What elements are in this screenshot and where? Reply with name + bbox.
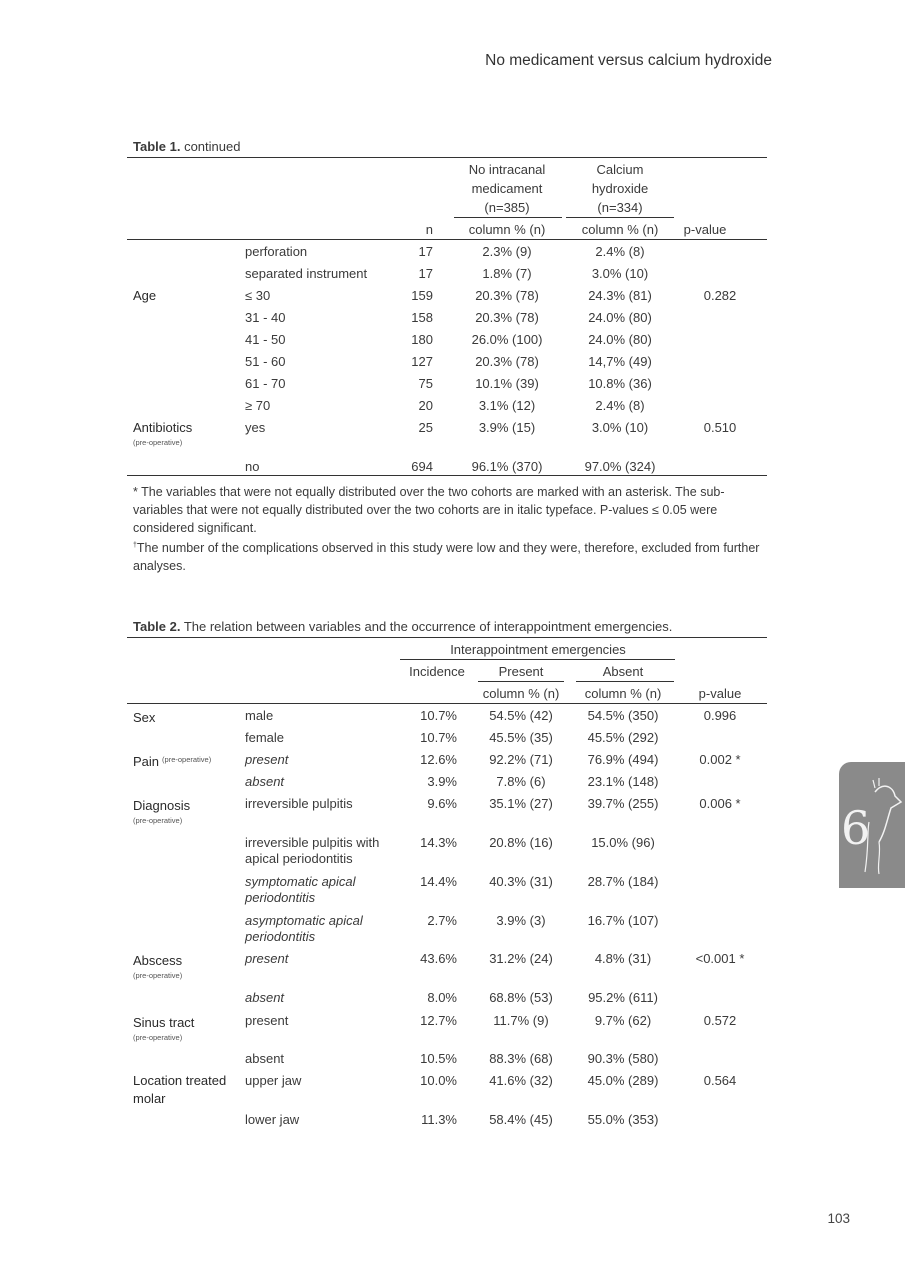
table1-group1-header-2: medicament bbox=[471, 181, 543, 196]
table2-level: irreversible pulpitis with apical periodontitis bbox=[245, 835, 380, 866]
table2-absent: 39.7% (255) bbox=[587, 796, 659, 811]
table1-n: 694 bbox=[411, 459, 433, 474]
table2-variable bbox=[133, 874, 233, 894]
table1-n: 127 bbox=[411, 354, 433, 369]
table2-variable-qualifier: (pre-operative) bbox=[133, 816, 183, 825]
table1-group1-header-3: (n=385) bbox=[484, 200, 530, 215]
table1-pct1: 20.3% (78) bbox=[475, 288, 539, 303]
table2-title-rest: The relation between variables and the occurrence of interappointment emergencies. bbox=[180, 619, 673, 634]
table2-incidence: 43.6% bbox=[420, 951, 457, 966]
table2-col-p: p-value bbox=[698, 686, 742, 701]
table1-header-rule bbox=[127, 239, 767, 240]
table1-level: yes bbox=[245, 420, 266, 435]
table1-n: 180 bbox=[411, 332, 433, 347]
table2-absent: 28.7% (184) bbox=[587, 874, 659, 889]
table2-level: present bbox=[245, 951, 289, 966]
table1-group2-header-1: Calcium bbox=[596, 162, 644, 177]
table2-level: symptomatic apical periodontitis bbox=[245, 874, 356, 905]
table1-pct1: 3.1% (12) bbox=[478, 398, 536, 413]
table2-level: upper jaw bbox=[245, 1073, 302, 1088]
table1-col-pct2: column % (n) bbox=[581, 222, 659, 237]
table1-n: 158 bbox=[411, 310, 433, 325]
table2-variable bbox=[133, 796, 233, 825]
table1-col-p: p-value bbox=[683, 222, 727, 237]
table1-level: no bbox=[245, 459, 260, 474]
table1-pct2: 3.0% (10) bbox=[591, 266, 649, 281]
table2-p-value: 0.572 bbox=[703, 1013, 737, 1028]
table2-variable bbox=[133, 990, 233, 1010]
chapter-6-figure-icon bbox=[839, 762, 905, 888]
table2-level: absent bbox=[245, 774, 285, 789]
table1-pct1: 10.1% (39) bbox=[475, 376, 539, 391]
table2-col-incidence: Incidence bbox=[409, 664, 465, 679]
table1-p-value: 0.510 bbox=[703, 420, 737, 435]
table2-present: 40.3% (31) bbox=[489, 874, 553, 889]
table1-title-bold: Table 1. bbox=[133, 139, 181, 154]
table1-n: 17 bbox=[418, 266, 433, 281]
table1-level: ≥ 70 bbox=[245, 398, 271, 413]
table1-pct2: 24.0% (80) bbox=[588, 310, 652, 325]
table1-pct1: 1.8% (7) bbox=[482, 266, 532, 281]
table1-variable-name: Antibiotics bbox=[133, 420, 193, 435]
table2-present: 35.1% (27) bbox=[489, 796, 553, 811]
table2-header-rule bbox=[127, 703, 767, 704]
table2-p-value: 0.002 * bbox=[699, 752, 741, 767]
footnote-dagger: † bbox=[133, 542, 137, 549]
table2-incidence: 14.4% bbox=[420, 874, 457, 889]
table2-absent: 16.7% (107) bbox=[587, 913, 659, 928]
table1-group2-rule bbox=[566, 217, 674, 218]
table2-present: 41.6% (32) bbox=[489, 1073, 553, 1088]
table2-present: 68.8% (53) bbox=[489, 990, 553, 1005]
table2-absent: 76.9% (494) bbox=[587, 752, 659, 767]
table1-pct2: 2.4% (8) bbox=[595, 244, 645, 259]
table2-present: 88.3% (68) bbox=[489, 1051, 553, 1066]
table1-level: 41 - 50 bbox=[245, 332, 286, 347]
table1-pct2: 3.0% (10) bbox=[591, 420, 649, 435]
table2-incidence: 2.7% bbox=[427, 913, 457, 928]
table1-footnote-1: * The variables that were not equally distributed over the two cohorts are marked with an asterisk. The sub-variables that were not equally distributed over the two cohorts are in italic typeface. P-values ≤ 0.05 were considered significant. bbox=[133, 485, 725, 535]
table2-level: male bbox=[245, 708, 274, 723]
table1-pct1: 26.0% (100) bbox=[471, 332, 543, 347]
table2-variable-name: Sex bbox=[133, 710, 156, 725]
table2-incidence: 10.0% bbox=[420, 1073, 457, 1088]
table1-variable-name: Age bbox=[133, 288, 157, 303]
table2-p-value: 0.564 bbox=[703, 1073, 737, 1088]
table1-top-rule bbox=[127, 157, 767, 158]
table1-footnote-2 bbox=[133, 537, 768, 575]
table2-variable bbox=[133, 913, 233, 933]
table2-p-value: <0.001 * bbox=[695, 951, 745, 966]
table2-absent: 45.5% (292) bbox=[587, 730, 659, 745]
table2-absent: 90.3% (580) bbox=[587, 1051, 659, 1066]
table2-variable-name: Diagnosis bbox=[133, 798, 191, 813]
table1-pct2: 14,7% (49) bbox=[588, 354, 652, 369]
table1-level: 31 - 40 bbox=[245, 310, 286, 325]
table1-level: 61 - 70 bbox=[245, 376, 286, 391]
table1-variable-qualifier: (pre-operative) bbox=[133, 438, 183, 447]
table2-absent: 55.0% (353) bbox=[587, 1112, 659, 1127]
table1-variable bbox=[133, 420, 192, 447]
table1-title-rest: continued bbox=[180, 139, 241, 154]
table1-title bbox=[133, 139, 240, 154]
table2-incidence: 12.7% bbox=[420, 1013, 457, 1028]
table2-incidence: 10.5% bbox=[420, 1051, 457, 1066]
table2-level: absent bbox=[245, 1051, 285, 1066]
table2-incidence: 9.6% bbox=[427, 796, 457, 811]
table2-incidence: 10.7% bbox=[420, 730, 457, 745]
table2-p-value: 0.006 * bbox=[699, 796, 741, 811]
table1-level: separated instrument bbox=[245, 266, 368, 281]
table2-variable-qualifier: (pre-operative) bbox=[133, 971, 183, 980]
table2-level: present bbox=[245, 752, 289, 767]
table2-title bbox=[133, 619, 672, 634]
table2-incidence: 3.9% bbox=[427, 774, 457, 789]
table2-absent: 9.7% (62) bbox=[594, 1013, 652, 1028]
table2-variable bbox=[133, 1073, 233, 1109]
table2-present: 31.2% (24) bbox=[489, 951, 553, 966]
table2-absent-rule bbox=[576, 681, 674, 682]
chapter-number: 6 bbox=[841, 801, 871, 855]
table2-present: 7.8% (6) bbox=[496, 774, 546, 789]
table2-level: irreversible pulpitis bbox=[245, 796, 353, 811]
table1-level: ≤ 30 bbox=[245, 288, 271, 303]
table1-variable bbox=[133, 288, 156, 306]
table1-n: 17 bbox=[418, 244, 433, 259]
table2-level: female bbox=[245, 730, 285, 745]
table1-group1-header-1: No intracanal bbox=[468, 162, 546, 177]
table2-present: 3.9% (3) bbox=[496, 913, 546, 928]
table2-incidence: 10.7% bbox=[420, 708, 457, 723]
table1-pct2: 10.8% (36) bbox=[588, 376, 652, 391]
table2-level: asymptomatic apical periodontitis bbox=[245, 913, 363, 944]
table2-variable-name: Sinus tract bbox=[133, 1015, 195, 1030]
table2-incidence: 8.0% bbox=[427, 990, 457, 1005]
table2-absent: 23.1% (148) bbox=[587, 774, 659, 789]
table2-group-header: Interappointment emergencies bbox=[450, 642, 626, 657]
table2-p-value: 0.996 bbox=[703, 708, 737, 723]
table1-pct1: 20.3% (78) bbox=[475, 310, 539, 325]
table2-variable bbox=[133, 1112, 233, 1132]
table2-present: 54.5% (42) bbox=[489, 708, 553, 723]
table1-group1-rule bbox=[454, 217, 562, 218]
table2-incidence: 14.3% bbox=[420, 835, 457, 850]
table1-pct2: 24.3% (81) bbox=[588, 288, 652, 303]
table2-variable bbox=[133, 1051, 233, 1071]
table1-n: 25 bbox=[418, 420, 433, 435]
table2-absent: 54.5% (350) bbox=[587, 708, 659, 723]
table2-absent: 4.8% (31) bbox=[594, 951, 652, 966]
table1-pct1: 2.3% (9) bbox=[482, 244, 532, 259]
table2-col-pct1: column % (n) bbox=[482, 686, 560, 701]
table1-pct2: 2.4% (8) bbox=[595, 398, 645, 413]
running-header: No medicament versus calcium hydroxide bbox=[485, 52, 772, 69]
table1-group2-header-3: (n=334) bbox=[597, 200, 643, 215]
table1-level: 51 - 60 bbox=[245, 354, 286, 369]
table2-variable-qualifier: (pre-operative) bbox=[133, 1033, 183, 1042]
table2-variable-name: Pain bbox=[133, 754, 160, 769]
table2-variable bbox=[133, 730, 233, 750]
table2-level: absent bbox=[245, 990, 285, 1005]
table1-pct1: 3.9% (15) bbox=[478, 420, 536, 435]
table2-variable-sup: (pre-operative) bbox=[162, 755, 212, 764]
table1-p-value: 0.282 bbox=[703, 288, 737, 303]
table1-footnote-2-text: The number of the complications observed in this study were low and they were, therefore, excluded from further analyses. bbox=[133, 541, 760, 574]
table2-present: 20.8% (16) bbox=[489, 835, 553, 850]
table2-title-bold: Table 2. bbox=[133, 619, 181, 634]
table2-absent: 15.0% (96) bbox=[591, 835, 655, 850]
table2-variable bbox=[133, 708, 233, 728]
table2-col-present: Present bbox=[498, 664, 544, 679]
table2-group-rule bbox=[400, 659, 675, 660]
table2-col-absent: Absent bbox=[602, 664, 644, 679]
table1-pct2: 24.0% (80) bbox=[588, 332, 652, 347]
table2-incidence: 11.3% bbox=[421, 1112, 457, 1127]
table2-absent: 45.0% (289) bbox=[587, 1073, 659, 1088]
table2-top-rule bbox=[127, 637, 767, 638]
table2-present-rule bbox=[478, 681, 564, 682]
table1-n: 75 bbox=[418, 376, 433, 391]
table2-variable bbox=[133, 1013, 233, 1042]
table2-present: 92.2% (71) bbox=[489, 752, 553, 767]
table2-level: present bbox=[245, 1013, 289, 1028]
table1-level: perforation bbox=[245, 244, 308, 259]
table1-group2-header-2: hydroxide bbox=[591, 181, 649, 196]
table2-level: lower jaw bbox=[245, 1112, 300, 1127]
chapter-tab bbox=[839, 762, 905, 888]
table1-pct1: 20.3% (78) bbox=[475, 354, 539, 369]
page-number: 103 bbox=[827, 1211, 850, 1226]
table2-variable bbox=[133, 951, 233, 980]
table2-variable bbox=[133, 774, 233, 794]
table2-absent: 95.2% (611) bbox=[588, 990, 658, 1005]
table2-variable-name: Abscess bbox=[133, 953, 183, 968]
table1-n: 20 bbox=[418, 398, 433, 413]
table2-variable bbox=[133, 752, 233, 772]
table2-variable-name: Location treated molar bbox=[133, 1073, 227, 1106]
table1-pct1: 96.1% (370) bbox=[471, 459, 543, 474]
table1-n: 159 bbox=[411, 288, 433, 303]
table2-incidence: 12.6% bbox=[420, 752, 457, 767]
table2-col-pct2: column % (n) bbox=[584, 686, 662, 701]
table2-variable bbox=[133, 835, 233, 855]
table1-col-n: n bbox=[425, 222, 433, 237]
table2-present: 58.4% (45) bbox=[489, 1112, 553, 1127]
table2-present: 45.5% (35) bbox=[489, 730, 553, 745]
table1-col-pct1: column % (n) bbox=[468, 222, 546, 237]
table1-bottom-rule bbox=[127, 475, 767, 476]
table1-pct2: 97.0% (324) bbox=[584, 459, 656, 474]
table2-present: 11.7% (9) bbox=[493, 1013, 549, 1028]
